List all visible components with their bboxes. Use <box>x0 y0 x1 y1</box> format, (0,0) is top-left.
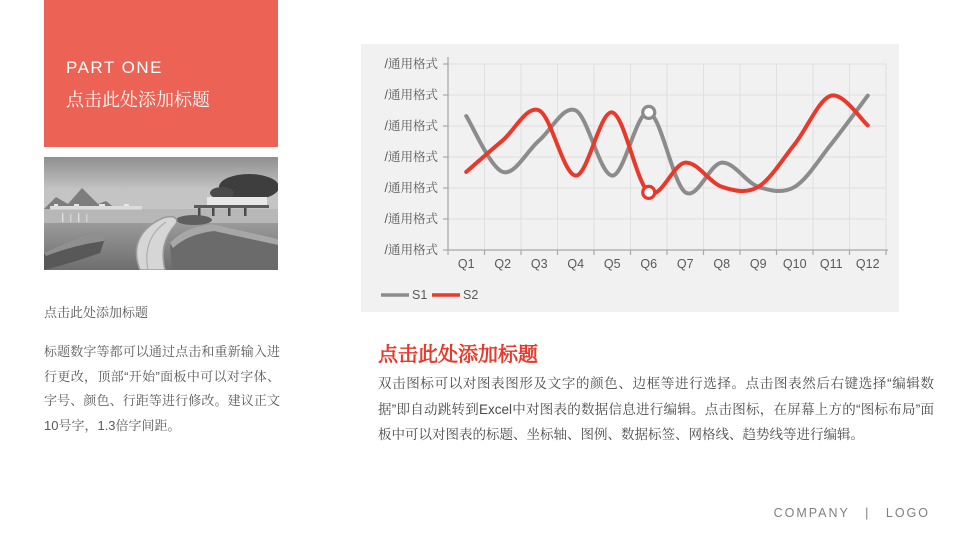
svg-text:Q2: Q2 <box>494 257 512 271</box>
svg-text:/通用格式: /通用格式 <box>384 212 438 226</box>
svg-text:Q8: Q8 <box>713 257 731 271</box>
part-number-label: PART ONE <box>66 58 164 77</box>
svg-text:Q4: Q4 <box>567 257 585 271</box>
footer-divider: | <box>865 506 871 520</box>
svg-text:/通用格式: /通用格式 <box>384 243 438 257</box>
svg-text:/通用格式: /通用格式 <box>384 181 438 195</box>
section-title: 点击此处添加标题 <box>66 90 210 110</box>
svg-text:/通用格式: /通用格式 <box>384 119 438 133</box>
svg-text:Q5: Q5 <box>603 257 621 271</box>
content-heading: 点击此处添加标题 <box>378 344 538 366</box>
svg-text:/通用格式: /通用格式 <box>384 57 438 71</box>
svg-text:Q7: Q7 <box>676 257 694 271</box>
line-chart <box>361 44 899 312</box>
section-accent-box <box>44 0 278 147</box>
content-body-text: 双击图标可以对图表图形及文字的颜色、边框等进行选择。点击图表然后右键选择“编辑数据”即自动跳转到Excel中对图表的数据信息进行编辑。点击图标，在屏幕上方的“图标布局”面板中可以对图表的标题、坐标轴、图例、数据标签、网格线、趋势线等进行编辑。 <box>378 376 934 443</box>
line-chart-panel <box>361 44 899 312</box>
svg-text:/通用格式: /通用格式 <box>384 150 438 164</box>
svg-text:Q12: Q12 <box>855 257 880 271</box>
left-subtitle: 点击此处添加标题 <box>44 305 149 320</box>
svg-text:Q10: Q10 <box>782 257 807 271</box>
svg-text:Q9: Q9 <box>749 257 767 271</box>
svg-text:Q3: Q3 <box>530 257 548 271</box>
svg-text:S2: S2 <box>463 288 479 302</box>
svg-text:/通用格式: /通用格式 <box>384 88 438 102</box>
footer <box>774 506 930 520</box>
left-body-text: 标题数字等都可以通过点击和重新输入进行更改，顶部“开始”面板中可以对字体、字号、颜色、行距等进行修改。建议正文10号字，1.3倍字间距。 <box>44 344 280 434</box>
svg-text:S1: S1 <box>412 288 428 302</box>
footer-company: COMPANY <box>773 506 850 520</box>
boats-photo <box>44 157 278 270</box>
svg-text:Q1: Q1 <box>457 257 475 271</box>
svg-text:Q11: Q11 <box>819 257 843 271</box>
svg-text:Q6: Q6 <box>640 257 658 271</box>
footer-logo: LOGO <box>885 506 930 520</box>
